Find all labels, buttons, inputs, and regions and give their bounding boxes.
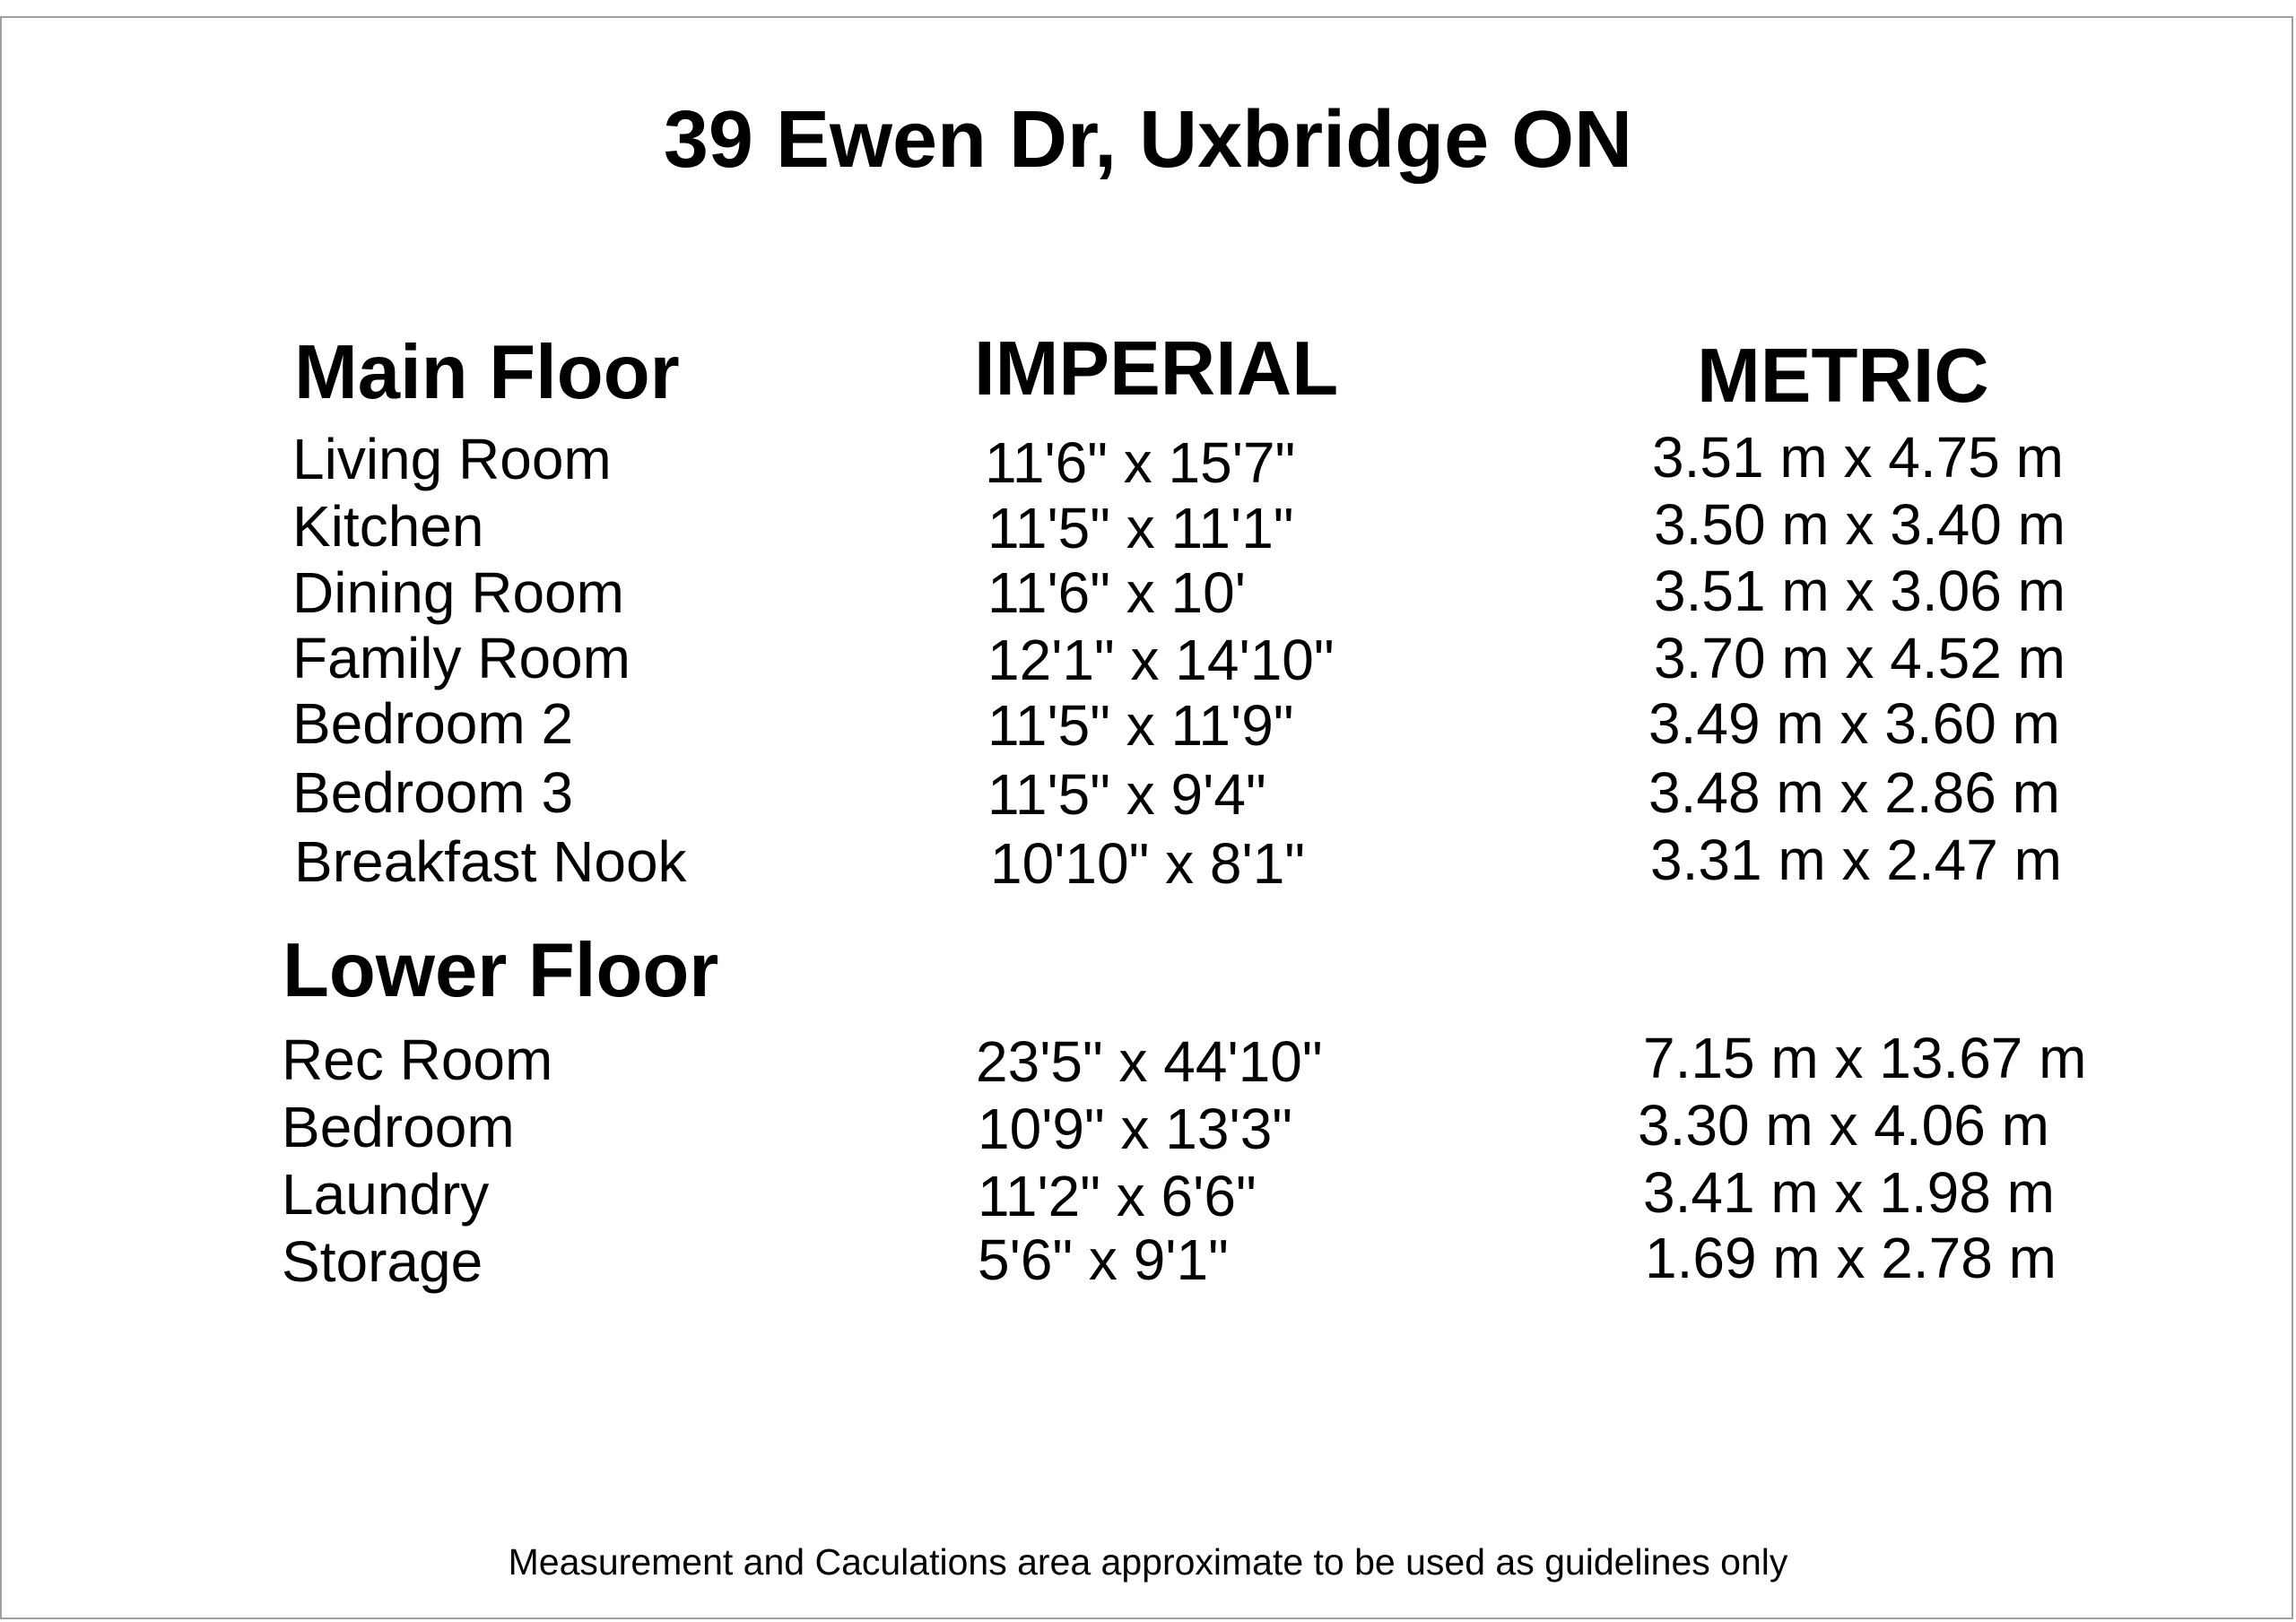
room-imperial: 11'5" x 11'1" [987, 496, 1294, 560]
room-name: Bedroom 2 [292, 691, 574, 756]
room-metric: 3.51 m x 4.75 m [1652, 425, 2064, 490]
room-name: Bedroom [282, 1095, 515, 1159]
imperial-column-heading: IMPERIAL [974, 326, 1339, 412]
room-metric: 3.48 m x 2.86 m [1648, 760, 2060, 825]
room-metric: 3.50 m x 3.40 m [1654, 492, 2066, 557]
room-name: Breakfast Nook [294, 829, 687, 894]
room-imperial: 11'6" x 15'7" [985, 430, 1296, 495]
room-name: Bedroom 3 [292, 760, 574, 825]
lower-floor-heading: Lower Floor [283, 928, 719, 1013]
room-name: Storage [282, 1229, 483, 1294]
room-metric: 1.69 m x 2.78 m [1645, 1226, 2057, 1290]
room-imperial: 23'5" x 44'10" [976, 1029, 1323, 1094]
room-metric: 7.15 m x 13.67 m [1643, 1026, 2087, 1090]
room-name: Rec Room [282, 1028, 553, 1092]
room-name: Living Room [292, 427, 612, 491]
room-imperial: 11'5" x 9'4" [987, 762, 1266, 827]
room-metric: 3.41 m x 1.98 m [1643, 1160, 2055, 1225]
room-imperial: 10'10" x 8'1" [990, 831, 1305, 896]
room-imperial: 11'5" x 11'9" [987, 693, 1294, 758]
room-name: Dining Room [292, 560, 624, 625]
room-imperial: 5'6" x 9'1" [978, 1227, 1229, 1292]
room-metric: 3.30 m x 4.06 m [1638, 1093, 2049, 1158]
room-imperial: 11'2" x 6'6" [978, 1164, 1257, 1228]
room-metric: 3.51 m x 3.06 m [1654, 559, 2066, 623]
room-metric: 3.31 m x 2.47 m [1650, 828, 2062, 892]
room-imperial: 10'9" x 13'3" [978, 1097, 1292, 1161]
disclaimer-footnote: Measurement and Caculations area approximate to be used as guidelines only [508, 1541, 1788, 1583]
room-name: Laundry [282, 1162, 490, 1227]
main-floor-heading: Main Floor [294, 330, 680, 415]
room-metric: 3.49 m x 3.60 m [1648, 691, 2060, 756]
page-title: 39 Ewen Dr, Uxbridge ON [663, 95, 1633, 185]
room-metric: 3.70 m x 4.52 m [1654, 626, 2066, 690]
room-imperial: 11'6" x 10' [987, 560, 1246, 625]
room-name: Family Room [292, 626, 631, 690]
room-name: Kitchen [292, 494, 484, 559]
room-imperial: 12'1" x 14'10" [987, 628, 1335, 692]
metric-column-heading: METRIC [1697, 334, 1989, 419]
